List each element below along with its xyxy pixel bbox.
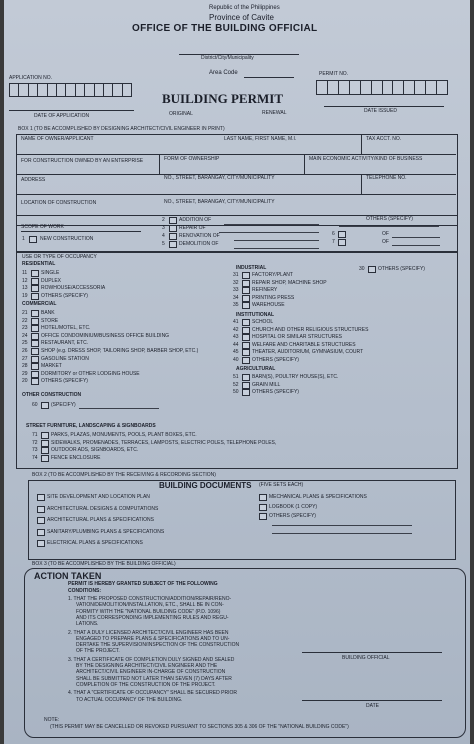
- residential-item-num: 19: [22, 292, 28, 299]
- agricultural-item-num: 51: [233, 374, 239, 380]
- location-parts: NO., STREET, BARANGAY, CITY/MUNICIPALITY: [164, 199, 275, 205]
- institutional-item-num: 45: [233, 349, 239, 356]
- commercial-item-num: 21: [22, 310, 28, 316]
- note-label: NOTE:: [44, 717, 60, 723]
- tax-acct-label: TAX ACCT. NO.: [366, 136, 402, 142]
- industrial-item-label: PRINTING PRESS: [252, 294, 295, 301]
- commercial-item-num: 29: [22, 370, 28, 377]
- commercial-item-checkbox[interactable]: [31, 340, 39, 347]
- residential-title: RESIDENTIAL: [22, 261, 56, 267]
- commercial-title: COMMERCIAL: [22, 301, 57, 307]
- other-construction-item-num: 60: [32, 402, 38, 408]
- agricultural-item-label: BARN(S), POULTRY HOUSE(S), ETC.: [252, 374, 339, 380]
- industrial-item-checkbox[interactable]: [242, 272, 250, 279]
- commercial-item-checkbox[interactable]: [31, 371, 39, 378]
- document-right-item-label: LOGBOOK (1 COPY): [269, 503, 318, 510]
- form-title: BUILDING PERMIT: [162, 91, 283, 106]
- industrial-others-checkbox[interactable]: [368, 266, 376, 273]
- residential-item-checkbox[interactable]: [31, 285, 39, 292]
- location-label: LOCATION OF CONSTRUCTION: [21, 200, 97, 206]
- commercial-item-num: 22: [22, 317, 28, 324]
- commercial-item-num: 23: [22, 325, 28, 332]
- document-left-item-label: ELECTRICAL PLANS & SPECIFICATIONS: [47, 540, 143, 546]
- commercial-item-label: BANK: [41, 310, 55, 316]
- industrial-item-num: 34: [233, 294, 239, 301]
- street-furniture-item-label: SIDEWALKS, PROMENADES, TERRACES, LAMPOSTS, ELECTRIC POLES, TELEPHONE POLES,: [51, 439, 277, 446]
- institutional-item-label: SCHOOL: [252, 319, 274, 325]
- institutional-item-label: HOSPITAL OR SIMILAR STRUCTURES: [252, 334, 343, 341]
- building-official-label: BUILDING OFFICIAL: [342, 655, 390, 661]
- new-construction-label: NEW CONSTRUCTION: [40, 236, 94, 242]
- condition-3-line: 3. THAT A CERTIFICATE OF COMPLETION DULY SIGNED AND SEALED: [68, 656, 235, 663]
- header-republic: Republic of the Philippines: [209, 5, 280, 11]
- residential-item-num: 13: [22, 285, 28, 292]
- street-furniture-item-checkbox[interactable]: [41, 440, 49, 447]
- other-construction-item-checkbox[interactable]: [41, 402, 49, 409]
- street-furniture-item-num: 74: [32, 454, 38, 461]
- commercial-item-checkbox[interactable]: [31, 318, 39, 325]
- institutional-item-label: CHURCH AND OTHER RELIGIOUS STRUCTURES: [252, 326, 369, 333]
- commercial-item-label: DORMITORY or OTHER LODGING HOUSE: [41, 370, 140, 377]
- commercial-item-checkbox[interactable]: [31, 310, 39, 317]
- agricultural-item-num: 52: [233, 381, 239, 388]
- institutional-item-checkbox[interactable]: [242, 334, 250, 341]
- industrial-title: INDUSTRIAL: [236, 265, 267, 271]
- address-label: ADDRESS: [21, 177, 46, 183]
- commercial-item-num: 26: [22, 348, 28, 354]
- scope-new-num: 1: [22, 236, 25, 242]
- other-construction-title: OTHER CONSTRUCTION: [22, 392, 82, 398]
- original-label: ORIGINAL: [169, 111, 193, 117]
- street-furniture-item-label: OUTDOOR ADS, SIGNBOARDS, ETC.: [51, 447, 139, 454]
- industrial-item-num: 33: [233, 287, 239, 294]
- date-issued-label: DATE ISSUED: [364, 108, 397, 114]
- owner-label: NAME OF OWNER/APPLICANT: [21, 136, 94, 142]
- commercial-item-label: GASOLINE STATION: [41, 355, 89, 362]
- owner-name-parts: LAST NAME, FIRST NAME, M.I.: [224, 136, 297, 142]
- institutional-item-num: 41: [233, 319, 239, 325]
- street-furniture-item-label: PARKS, PLAZAS, MONUMENTS, POOLS, PLANT BOXES, ETC.: [51, 432, 197, 438]
- industrial-item-label: REPAIR SHOP, MACHINE SHOP: [252, 279, 327, 286]
- note-text: (THIS PERMIT MAY BE CANCELLED OR REVOKED PURSUANT TO SECTIONS 305 & 306 OF THE "NATIONAL BUILDING CODE"): [50, 724, 349, 730]
- document-left-item-label: ARCHITECTURAL DESIGNS & COMPUTATIONS: [47, 505, 159, 512]
- condition-1-line: VATION/DEMOLITION/INSTALLATION, ETC., SHALL BE IN CON-: [76, 602, 224, 609]
- residential-item-checkbox[interactable]: [31, 270, 39, 277]
- institutional-item-num: 40: [233, 357, 239, 363]
- industrial-others-label: OTHERS (SPECIFY): [378, 266, 425, 272]
- residential-item-label: SINGLE: [41, 270, 60, 276]
- street-furniture-item-num: 73: [32, 447, 38, 454]
- industrial-item-checkbox[interactable]: [242, 280, 250, 287]
- institutional-item-num: 42: [233, 326, 239, 333]
- commercial-item-checkbox[interactable]: [31, 356, 39, 363]
- document-right-item-checkbox[interactable]: [259, 513, 267, 520]
- institutional-item-label: THEATER, AUDITORIUM, GYMNASIUM, COURT: [252, 349, 364, 356]
- industrial-item-num: 35: [233, 302, 239, 309]
- institutional-item-checkbox[interactable]: [242, 319, 250, 326]
- document-left-item-label: SANITARY/PLUMBING PLANS & SPECIFICATIONS: [47, 528, 165, 535]
- street-furniture-item-label: FENCE ENCLOSURE: [51, 454, 101, 461]
- document-left-item-checkbox[interactable]: [37, 529, 45, 536]
- commercial-item-checkbox[interactable]: [31, 363, 39, 370]
- area-code-label: Area Code: [209, 70, 238, 76]
- date-line: [302, 700, 442, 701]
- industrial-item-checkbox[interactable]: [242, 302, 250, 309]
- commercial-item-num: 28: [22, 363, 28, 370]
- addition-checkbox[interactable]: [169, 217, 177, 224]
- residential-item-label: OTHERS (SPECIFY): [41, 292, 88, 299]
- condition-1-line: AND ITS CORRESPONDING IMPLEMENTING RULES AND REGU-: [76, 614, 229, 621]
- telephone-label: TELEPHONE NO.: [366, 175, 407, 181]
- condition-4-line: 4. THAT A "CERTIFICATE OF OCCUPANCY" SHALL BE SECURED PRIOR: [68, 690, 237, 697]
- condition-2-line: OF THE PROJECT.: [76, 648, 120, 655]
- commercial-item-checkbox[interactable]: [31, 333, 39, 340]
- agricultural-item-label: GRAIN MILL: [252, 381, 281, 388]
- institutional-item-checkbox[interactable]: [242, 342, 250, 349]
- document-left-item-checkbox[interactable]: [37, 540, 45, 547]
- granted-text: PERMIT IS HEREBY GRANTED SUBJECT OF THE FOLLOWING: [68, 581, 218, 587]
- institutional-item-label: WELFARE AND CHARITABLE STRUCTURES: [252, 341, 356, 348]
- residential-item-checkbox[interactable]: [31, 293, 39, 300]
- area-code-line: [244, 77, 294, 78]
- condition-3-line: COMPLETION OF THE CONSTRUCTION OF THE PROJECT.: [76, 681, 216, 688]
- street-furniture-item-checkbox[interactable]: [41, 447, 49, 454]
- institutional-item-label: OTHERS (SPECIFY): [252, 357, 299, 363]
- institutional-item-checkbox[interactable]: [242, 327, 250, 334]
- condition-1-line: FORMITY WITH THE "NATIONAL BUILDING CODE" (P.D. 1096): [76, 608, 221, 615]
- other-construction-item-label: (SPECIFY): [51, 402, 76, 408]
- commercial-item-label: HOTEL/MOTEL, ETC.: [41, 325, 91, 332]
- commercial-item-checkbox[interactable]: [31, 348, 39, 355]
- condition-2-line: 2. THAT A DULY LICENSED ARCHITECT/CIVIL ENGINEER HAS BEEN: [68, 629, 229, 636]
- commercial-item-label: STORE: [41, 317, 59, 324]
- agricultural-item-num: 50: [233, 389, 239, 396]
- commercial-item-checkbox[interactable]: [31, 325, 39, 332]
- street-furniture-item-checkbox[interactable]: [41, 455, 49, 462]
- commercial-item-num: 24: [22, 332, 28, 339]
- industrial-item-label: REFINERY: [252, 287, 278, 294]
- addition-label: ADDITION OF: [179, 217, 212, 223]
- street-furniture-item-num: 71: [32, 432, 38, 438]
- document-right-item-checkbox[interactable]: [259, 494, 267, 501]
- sets-note: (FIVE SETS EACH): [259, 482, 304, 488]
- scope-others-label: OTHERS (SPECIFY): [366, 216, 413, 222]
- document-right-item-checkbox[interactable]: [259, 504, 267, 511]
- residential-item-label: ROWHOUSE/ACCESSORIA: [41, 285, 106, 292]
- street-furniture-title: STREET FURNITURE, LANDSCAPING & SIGNBOARDS: [26, 423, 156, 429]
- commercial-item-label: OTHERS (SPECIFY): [41, 378, 88, 385]
- condition-1-line: LATIONS.: [76, 621, 99, 628]
- box2-title: BOX 2 (TO BE ACCOMPLISHED BY THE RECEIVING & RECORDING SECTION): [32, 472, 216, 478]
- renovation-label: RENOVATION OF: [179, 233, 220, 239]
- commercial-item-num: 27: [22, 355, 28, 362]
- form-ownership-label: FORM OF OWNERSHIP: [164, 156, 220, 162]
- document-left-item-checkbox[interactable]: [37, 517, 45, 524]
- condition-2-line: ENGAGED TO PREPARE PLANS & SPECIFICATIONS AND TO UN-: [76, 635, 230, 642]
- condition-2-line: DERTAKE THE SUPERVISION/INSPECTION OF THE CONSTRUCTION: [76, 642, 240, 649]
- scope-title: SCOPE OF WORK: [21, 224, 64, 230]
- construction-owned-label: FOR CONSTRUCTION OWNED BY AN ENTERPRISE: [21, 158, 144, 164]
- district-label: District/City/Municipality: [201, 55, 254, 61]
- agricultural-item-checkbox[interactable]: [242, 389, 250, 396]
- demolition-label: DEMOLITION OF: [179, 241, 219, 247]
- industrial-item-label: WAREHOUSE: [252, 302, 285, 309]
- industrial-item-checkbox[interactable]: [242, 287, 250, 294]
- agricultural-item-label: OTHERS (SPECIFY): [252, 389, 299, 396]
- occupancy-title: USE OR TYPE OF OCCUPANCY: [22, 254, 97, 260]
- institutional-item-num: 43: [233, 334, 239, 341]
- document-left-item-label: ARCHITECTURAL PLANS & SPECIFICATIONS: [47, 517, 154, 523]
- box3-title: BOX 3 (TO BE ACCOMPLISHED BY THE BUILDING OFFICIAL): [32, 561, 176, 567]
- industrial-item-label: FACTORY/PLANT: [252, 272, 293, 278]
- industrial-item-num: 31: [233, 272, 239, 278]
- condition-1-line: 1. THAT THE PROPOSED CONSTRUCTION/ADDITION/REPAIR/RENO-: [68, 596, 232, 602]
- document-left-item-checkbox[interactable]: [37, 506, 45, 513]
- application-no-label: APPLICATION NO.: [9, 75, 52, 81]
- residential-item-checkbox[interactable]: [31, 278, 39, 285]
- commercial-item-checkbox[interactable]: [31, 378, 39, 385]
- commercial-item-label: OFFICE CONDOMINIUM/BUSINESS OFFICE BUILDING: [41, 332, 170, 339]
- scope-7-checkbox[interactable]: [338, 239, 346, 246]
- industrial-item-num: 32: [233, 279, 239, 286]
- document-left-item-checkbox[interactable]: [37, 494, 45, 501]
- address-parts: NO., STREET, BARANGAY, CITY/MUNICIPALITY: [164, 175, 275, 181]
- date-label: DATE: [366, 703, 379, 709]
- demolition-checkbox[interactable]: [169, 241, 177, 248]
- renewal-label: RENEWAL: [262, 110, 287, 116]
- building-official-line: [302, 652, 442, 653]
- permit-no-field[interactable]: [316, 80, 448, 95]
- scope-6-checkbox[interactable]: [338, 231, 346, 238]
- commercial-item-num: 20: [22, 378, 28, 385]
- institutional-title: INSTITUTIONAL: [236, 312, 275, 318]
- building-documents-title: BUILDING DOCUMENTS: [159, 481, 252, 490]
- repair-label: REPAIR OF: [179, 225, 206, 231]
- document-left-item-label: SITE DEVELOPMENT AND LOCATION PLAN: [47, 494, 150, 500]
- condition-3-line: BY THE DESIGNING ARCHITECT/CIVIL ENGINEER AND THE: [76, 663, 218, 669]
- residential-item-num: 12: [22, 277, 28, 284]
- commercial-item-label: SHOP (e.g. DRESS SHOP, TAILORING SHOP, BARBER SHOP, ETC.): [41, 348, 199, 354]
- action-taken-title: ACTION TAKEN: [34, 571, 102, 581]
- repair-checkbox[interactable]: [169, 225, 177, 232]
- institutional-item-checkbox[interactable]: [242, 357, 250, 364]
- date-of-application-label: DATE OF APPLICATION: [34, 113, 90, 119]
- document-right-item-label: OTHERS (SPECIFY): [269, 513, 316, 519]
- agricultural-item-checkbox[interactable]: [242, 374, 250, 381]
- main-activity-label: MAIN ECONOMIC ACTIVITY/KIND OF BUSINESS: [309, 156, 423, 162]
- institutional-item-num: 44: [233, 341, 239, 348]
- date-issued-line: [324, 106, 444, 107]
- application-no-field[interactable]: [9, 83, 132, 97]
- condition-3-line: SHALL BE SUBMITTED NOT LATER THAN SEVEN (7) DAYS AFTER: [76, 675, 232, 682]
- conditions-label: CONDITIONS:: [68, 588, 102, 594]
- commercial-item-label: RESTAURANT, ETC.: [41, 340, 89, 347]
- building-permit-form: Republic of the Philippines Province of Cavite OFFICE OF THE BUILDING OFFICIAL District/City/Municipality Area Code APPLICATION NO. PERMIT NO. BUILDING PERMIT DATE OF APPLICATION ORIGINAL RENEWAL DATE ISSUED BOX 1 (TO BE ACCOMPLISHED BY DESIGNING ARCHITECT/CIVIL ENGINEER IN PRINT) NAME OF OWNER/APPLICANT LAST NAME, FIRST NAME, M.I. TAX ACCT. NO. FOR CONSTRUCTION OWNED BY AN ENTERPRISE FORM OF OWNERSHIP MAIN ECONOMIC ACTIVITY/KIND OF BUSINESS ADDRESS NO., STREET, BARANGAY, CITY/MUNICIPALITY TELEPHONE NO. LOCATION OF CONSTRUCTION NO., STREET, BARANGAY, CITY/MUNICIPALITY SCOPE OF WORK 1 NEW CONSTRUCTION 2 ADDITION OF 3 REPAIR OF 4 RENOVATION OF 5 DEMOLITION OF OTHERS (SPECIFY) 6 OF 7 OF USE OR TYPE OF OCCUPANCY RESIDENTIAL COMMERCIAL OTHER CONSTRUCTION INDUSTRIAL 30 OTHERS (SPECIFY) INSTITUTIONAL AGRICULTURAL STREET FURNITURE, LANDSCAPING & SIGNBOARDS BOX 2 (TO BE ACCOMPLISHED BY THE RECEIVING & RECORDING SECTION) BUILDING DOCUMENTS (FIVE SETS EACH) BOX 3 (TO BE ACCOMPLISHED BY THE BUILDING OFFICIAL) ACTION TAKEN PERMIT IS HEREBY GRANTED SUBJECT OF THE FOLLOWING CONDITIONS: BUILDING OFFICIAL DATE NOTE: (THIS PERMIT MAY BE CANCELLED OR REVOKED PURSUANT TO SECTIONS 305 & 306 OF THE "NATIONAL BUILDING CODE") 11 SINGLE 12 DUPLEX 13 ROWHOUSE/ACCESSORIA 19 OTHERS (SPECIFY) 21 BANK 22 STORE 23 HOTEL/MOTEL, ETC. 24 OFFICE CONDOMINIUM/BUSINESS OFFICE BUILDING 25 RESTAURANT, ETC. 26 SHOP (e.g. DRESS SHOP, TAILORING SHOP, BARBER SHOP, ETC.) 27 GASOLINE STATION 28 MARKET 29 DORMITORY or OTHER LODGING HOUSE 20 OTHERS (SPECIFY) 60 (SPECIFY) 31 FACTORY/PLANT 32 REPAIR SHOP, MACHINE SHOP 33 REFINERY 34 PRINTING PRESS 35 WAREHOUSE 41 SCHOOL 42 CHURCH AND OTHER RELIGIOUS STRUCTURES 43 HOSPITAL OR SIMILAR STRUCTURES 44 WELFARE AND CHARITABLE STRUCTURES 45 THEATER, AUDITORIUM, GYMNASIUM, COURT 40 OTHERS (SPECIFY) 51 BARN(S), POULTRY HOUSE(S), ETC. 52 GRAIN MILL 50 OTHERS (SPECIFY) 71 PARKS, PLAZAS, MONUMENTS, POOLS, PLANT BOXES, ETC. 72 SIDEWALKS, PROMENADES, TERRACES, LAMPOSTS, ELECTRIC POLES, TELEPHONE POLES, 73 OUTDOOR ADS, SIGNBOARDS, ETC. 74 FENCE ENCLOSURE SITE DEVELOPMENT AND LOCATION PLAN ARCHITECTURAL DESIGNS & COMPUTATIONS ARCHITECTURAL PLANS & SPECIFICATIONS SANITARY/PLUMBING PLANS & SPECIFICATIONS ELECTRICAL PLANS & SPECIFICATIONS MECHANICAL PLANS & SPECIFICATIONS LOGBOOK (1 COPY) OTHERS (SPECIFY) 1. THAT THE PROPOSED CONSTRUCTION/ADDITION/REPAIR/RENO- VATION/DEMOLITION/INSTALLATION, ETC., SHALL BE IN CON- FORMITY WITH THE "NATIONAL BUILDING CODE" (P.D. 1096) AND ITS CORRESPONDING IMPLEMENTING RULES AND REGU- LATIONS. 2. THAT A DULY LICENSED ARCHITECT/CIVIL ENGINEER HAS BEEN ENGAGED TO PREPARE PLANS & SPECIFICATIONS AND TO UN- DERTAKE THE SUPERVISION/INSPECTION OF THE CONSTRUCTION OF THE PROJECT. 3. THAT A CERTIFICATE OF COMPLETION DULY SIGNED AND SEALED BY THE DESIGNING ARCHITECT/CIVIL ENGINEER AND THE ARCHITECT/CIVIL ENGINEER IN-CHARGE OF CONSTRUCTION SHALL BE SUBMITTED NOT LATER THAN SEVEN (7) DAYS AFTER COMPLETION OF THE CONSTRUCTION OF THE PROJECT. 4. THAT A "CERTIFICATE OF OCCUPANCY" SHALL BE SECURED PRIOR TO ACTUAL OCCUPANCY OF THE BUILDING.: [4, 0, 470, 744]
- commercial-item-label: MARKET: [41, 363, 62, 370]
- header-office: OFFICE OF THE BUILDING OFFICIAL: [132, 23, 318, 34]
- permit-no-label: PERMIT NO.: [319, 71, 349, 77]
- street-furniture-item-num: 72: [32, 439, 38, 446]
- industrial-item-checkbox[interactable]: [242, 295, 250, 302]
- box1-title: BOX 1 (TO BE ACCOMPLISHED BY DESIGNING ARCHITECT/CIVIL ENGINEER IN PRINT): [18, 126, 225, 132]
- agricultural-item-checkbox[interactable]: [242, 382, 250, 389]
- document-right-item-label: MECHANICAL PLANS & SPECIFICATIONS: [269, 494, 367, 500]
- residential-item-num: 11: [22, 270, 28, 276]
- date-application-line: [9, 110, 134, 111]
- new-construction-checkbox[interactable]: [29, 236, 37, 243]
- residential-item-label: DUPLEX: [41, 277, 62, 284]
- condition-4-line: TO ACTUAL OCCUPANCY OF THE BUILDING.: [76, 696, 183, 703]
- condition-3-line: ARCHITECT/CIVIL ENGINEER IN-CHARGE OF CONSTRUCTION: [76, 669, 226, 676]
- header-province: Province of Cavite: [209, 13, 274, 22]
- renovation-checkbox[interactable]: [169, 233, 177, 240]
- street-furniture-item-checkbox[interactable]: [41, 432, 49, 439]
- agricultural-title: AGRICULTURAL: [236, 366, 276, 372]
- commercial-item-num: 25: [22, 340, 28, 347]
- institutional-item-checkbox[interactable]: [242, 349, 250, 356]
